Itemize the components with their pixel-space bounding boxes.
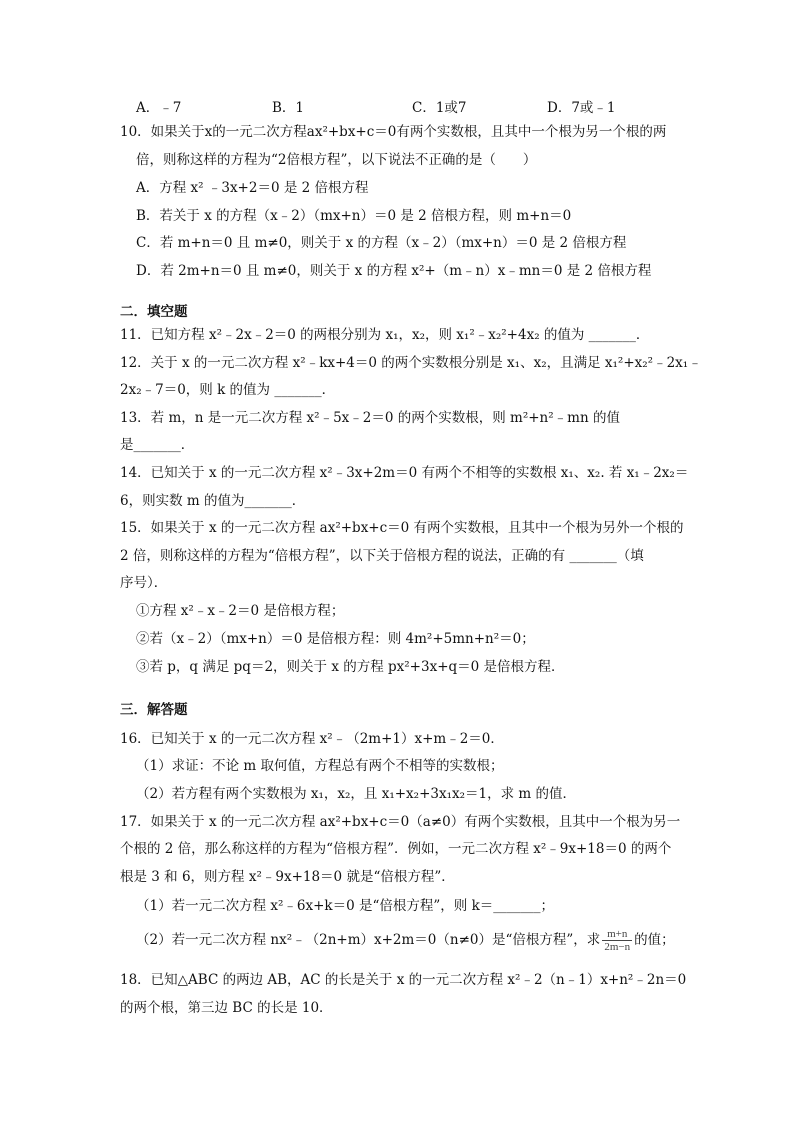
q16-line1: 16．已知关于 x 的一元二次方程 x²﹣（2m+1）x+m﹣2＝0． <box>120 731 504 747</box>
q10-option-d: D．若 2m+n＝0 且 m≠0，则关于 x 的方程 x²+（m﹣n）x﹣mn＝0 是 2 倍根方程 <box>136 263 652 279</box>
q15-line1: 15．如果关于 x 的一元二次方程 ax²+bx+c＝0 有两个实数根，且其中一个根为另外一个根的 <box>120 520 684 536</box>
fraction <box>602 928 632 953</box>
q17-part2 <box>136 928 675 953</box>
q10-option-a: A．方程 x² ﹣3x+2＝0 是 2 倍根方程 <box>136 180 369 196</box>
q18-line1: 18．已知△ABC 的两边 AB，AC 的长是关于 x 的一元二次方程 x²﹣2（n﹣1）x+n²﹣2n＝0 <box>120 972 687 988</box>
q17-line3: 根是 3 和 6，则方程 x²﹣9x+18＝0 就是“倍根方程”． <box>120 869 455 885</box>
q11: 11．已知方程 x²﹣2x﹣2＝0 的两根分别为 x₁，x₂，则 x₁²﹣x₂²+4x₂ 的值为 _______． <box>120 327 650 343</box>
section-fill-in-blank-heading: 二．填空题 <box>120 304 188 320</box>
q10-line1: 10．如果关于x的一元二次方程ax²+bx+c＝0有两个实数根，且其中一个根为另一个根的两 <box>120 124 667 140</box>
q13-line1: 13．若 m，n 是一元二次方程 x²﹣5x﹣2＝0 的两个实数根，则 m²+n²﹣mn 的值 <box>120 410 620 426</box>
q17-part2-suffix: 的值； <box>634 932 675 948</box>
q10-line2: 倍，则称这样的方程为“2倍根方程”，以下说法不正确的是（ ） <box>136 152 537 168</box>
q17-part1: （1）若一元二次方程 x²﹣6x+k＝0 是“倍根方程”，则 k＝_______； <box>136 898 555 914</box>
q15-line2: 2 倍，则称这样的方程为“倍根方程”，以下关于倍根方程的说法，正确的有 _______（填 <box>120 548 644 564</box>
q15-line3: 序号）． <box>120 575 168 591</box>
q14-line2: 6，则实数 m 的值为_______． <box>120 493 306 509</box>
fraction-denominator: 2m−n <box>604 941 631 953</box>
q17-line1: 17．如果关于 x 的一元二次方程 ax²+bx+c＝0（a≠0）有两个实数根，且其中一个根为另一 <box>120 814 681 830</box>
option-d: D．7或﹣1 <box>547 100 616 116</box>
fraction-numerator: m+n <box>602 928 632 941</box>
q17-part2-text: （2）若一元二次方程 nx²﹣（2n+m）x+2m＝0（n≠0）是“倍根方程”，求 <box>136 932 601 948</box>
q15-item3: ③若 p，q 满足 pq＝2，则关于 x 的方程 px²+3x+q＝0 是倍根方程． <box>136 659 565 675</box>
q15-item1: ①方程 x²﹣x﹣2＝0 是倍根方程； <box>136 603 345 619</box>
q15-item2: ②若（x﹣2）（mx+n）＝0 是倍根方程：则 4m²+5mn+n²＝0； <box>136 631 535 647</box>
q10-option-c: C．若 m+n＝0 且 m≠0，则关于 x 的方程（x﹣2）（mx+n）＝0 是 2 倍根方程 <box>136 235 627 251</box>
q16-part1: （1）求证：不论 m 取何值，方程总有两个不相等的实数根； <box>136 758 504 774</box>
q13-line2: 是_______． <box>120 437 195 453</box>
q18-line2: 的两个根，第三边 BC 的长是 10． <box>120 1000 333 1016</box>
q16-part2: （2）若方程有两个实数根为 x₁，x₂，且 x₁+x₂+3x₁x₂＝1，求 m 的值． <box>136 786 577 802</box>
q10-option-b: B．若关于 x 的方程（x﹣2）（mx+n）＝0 是 2 倍根方程，则 m+n＝0 <box>136 208 572 224</box>
option-a: A．﹣7 <box>136 100 182 116</box>
q17-line2: 个根的 2 倍，那么称这样的方程为“倍根方程”．例如，一元二次方程 x²﹣9x+18＝0 的两个 <box>120 841 672 857</box>
q12-line2: 2x₂﹣7＝0，则 k 的值为 _______． <box>120 382 336 398</box>
section-solve-heading: 三．解答题 <box>120 702 188 718</box>
q14-line1: 14．已知关于 x 的一元二次方程 x²﹣3x+2m＝0 有两个不相等的实数根 x₁、x₂. 若 x₁﹣2x₂＝ <box>120 465 689 481</box>
option-c: C．1或7 <box>412 100 467 116</box>
option-b: B．1 <box>272 100 305 116</box>
q12-line1: 12．关于 x 的一元二次方程 x²﹣kx+4＝0 的两个实数根分别是 x₁、x₂，且满足 x₁²+x₂²﹣2x₁﹣ <box>120 355 702 371</box>
